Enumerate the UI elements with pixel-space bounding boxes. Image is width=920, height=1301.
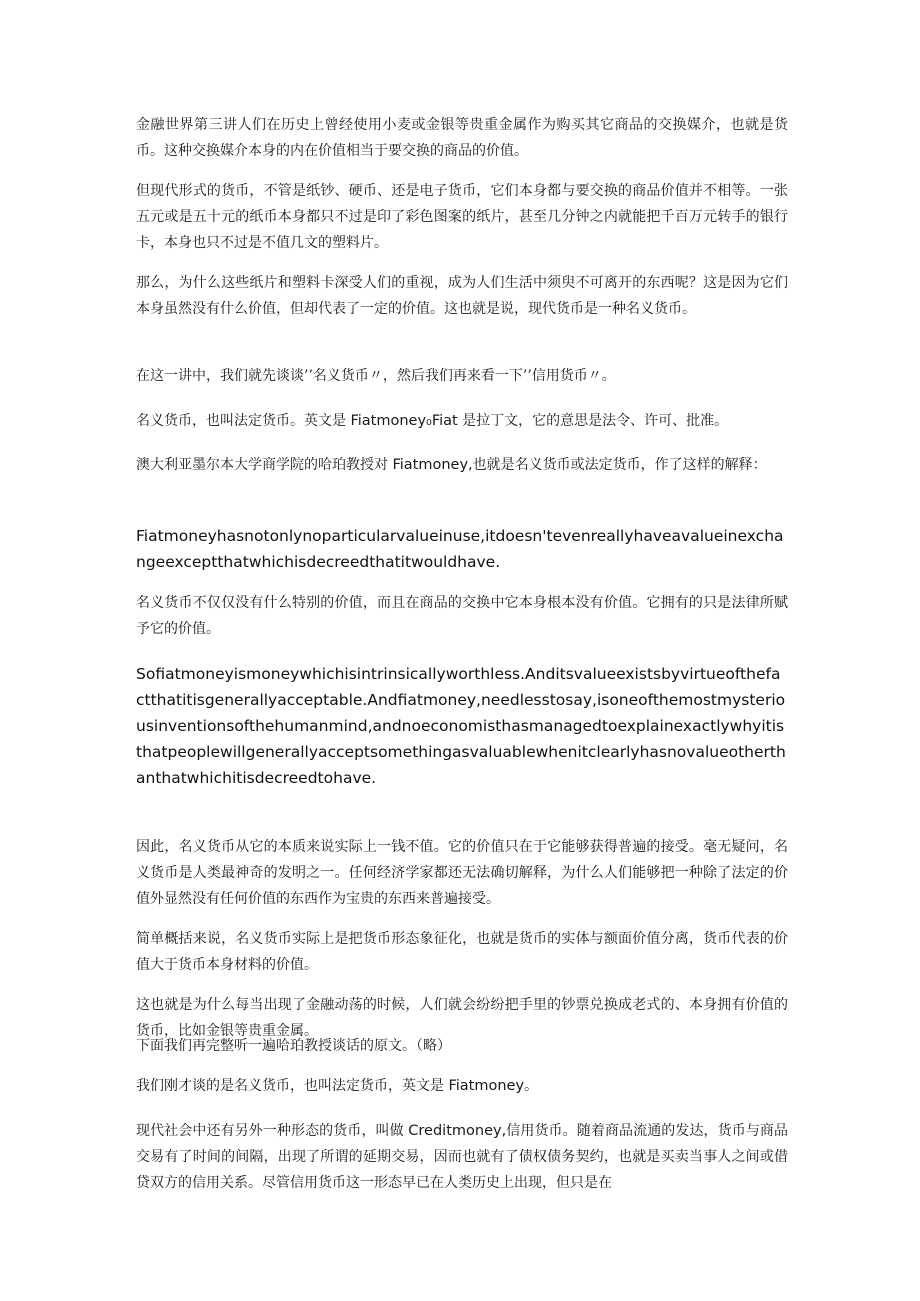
paragraph-recap-fiat — [136, 1073, 788, 1099]
paragraph-harper-intro-post: 也就是名义货币或法定货币，作了这样的解释： — [472, 457, 767, 473]
paragraph-harper-intro-pre: 澳大利亚墨尔本大学商学院的哈珀教授对 — [136, 457, 393, 473]
paragraph-modern-money: 但现代形式的货币，不管是纸钞、硬币、还是电子货币，它们本身都与要交换的商品价值并不相等。一张五元或是五十元的纸币本身都只不过是印了彩色图案的纸片，甚至几分钟之内就能把千百万元转手的银行卡，本身也只不过是不值几文的塑料片。 — [136, 183, 788, 251]
paragraph-fiat-definition — [136, 408, 788, 434]
paragraph-fiat-definition-pre: 名义货币，也叫法定货币。英文是 — [136, 413, 351, 429]
paragraph-listen-again: 下面我们再完整听一遍哈珀教授谈话的原文。（略） — [136, 1038, 451, 1054]
paragraph-quote-2-translation: 因此，名义货币从它的本质来说实际上一钱不值。它的价值只在于它能够获得普遍的接受。毫无疑问，名义货币是人类最神奇的发明之一。任何经济学家都还无法确切解释，为什么人们能够把一种除了法定的价值外显然没有任何价值的东西作为宝贵的东西来普遍接受。 — [136, 839, 788, 907]
paragraph-credit-money-post: 信用货币。随着商品流通的发达，货币与商品交易有了时间的间隔，出现了所谓的延期交易，因而也就有了债权债务契约，也就是买卖当事人之间或借贷双方的信用关系。尽管信用货币这一形态早已在人类历史上出现，但只是在 — [136, 1123, 789, 1191]
paragraph-history-of-money: 金融世界第三讲人们在历史上曾经使用小麦或金银等贵重金属作为购买其它商品的交换媒介，也就是货币。这种交换媒介本身的内在价值相当于要交换的商品的价值。 — [136, 117, 788, 159]
paragraph-harper-intro-term: Fiatmoney, — [392, 457, 473, 473]
paragraph-english-quote-2: Sofiatmoneyismoneywhichisintrinsicallyworthless.Anditsvalueexistsbyvirtueofthefactthatitisgenerallyacceptable.Andfiatmoney,needlesstosay,isoneofthemostmysteriousinventionsofthehumanmind,andnoeconomisthasmanagedtoexplainexactlywhyitisthatpeoplewillgenerallyacceptsomethingasvaluablewhenitclearlyhasnovalueotherthanthatwhichitisdecreedtohave. — [136, 665, 786, 787]
paragraph-fiat-definition-term: Fiatmoney₀Fiat — [350, 413, 458, 429]
paragraph-english-quote-1: Fiatmoneyhasnotonlynoparticularvalueinuse,itdoesn'tevenreallyhaveavalueinexchangeexceptthatwhichisdecreedthatitwouldhave. — [136, 527, 784, 571]
paragraph-recap-fiat-pre: 我们刚才谈的是名义货币，也叫法定货币，英文是 — [136, 1078, 449, 1094]
paragraph-credit-money-pre: 现代社会中还有另外一种形态的货币，叫做 — [136, 1123, 409, 1139]
paragraph-why-valued: 那么，为什么这些纸片和塑料卡深受人们的重视，成为人们生活中须臾不可离开的东西呢？这是因为它们本身虽然没有什么价值，但却代表了一定的价值。这也就是说，现代货币是一种名义货币。 — [136, 275, 788, 317]
paragraph-credit-money — [136, 1118, 788, 1196]
paragraph-harper-intro — [136, 452, 788, 478]
paragraph-credit-money-term: Creditmoney, — [408, 1123, 507, 1139]
paragraph-fiat-definition-post: 是拉丁文，它的意思是法令、许可、批准。 — [457, 413, 729, 429]
paragraph-quote-1-translation: 名义货币不仅仅没有什么特别的价值，而且在商品的交换中它本身根本没有价值。它拥有的只是法律所赋予它的价值。 — [136, 595, 788, 637]
paragraph-summary: 简单概括来说，名义货币实际上是把货币形态象征化，也就是货币的实体与额面价值分离，货币代表的价值大于货币本身材料的价值。 — [136, 931, 788, 973]
paragraph-lecture-outline: 在这一讲中，我们就先谈谈’’名义货币〃，然后我们再来看一下’’信用货币〃。 — [136, 368, 616, 384]
paragraph-recap-fiat-term: Fiatmoney。 — [448, 1078, 539, 1094]
paragraph-financial-turmoil: 这也就是为什么每当出现了金融动荡的时候，人们就会纷纷把手里的钞票兑换成老式的、本身拥有价值的货币，比如金银等贵重金属。 — [136, 997, 788, 1039]
